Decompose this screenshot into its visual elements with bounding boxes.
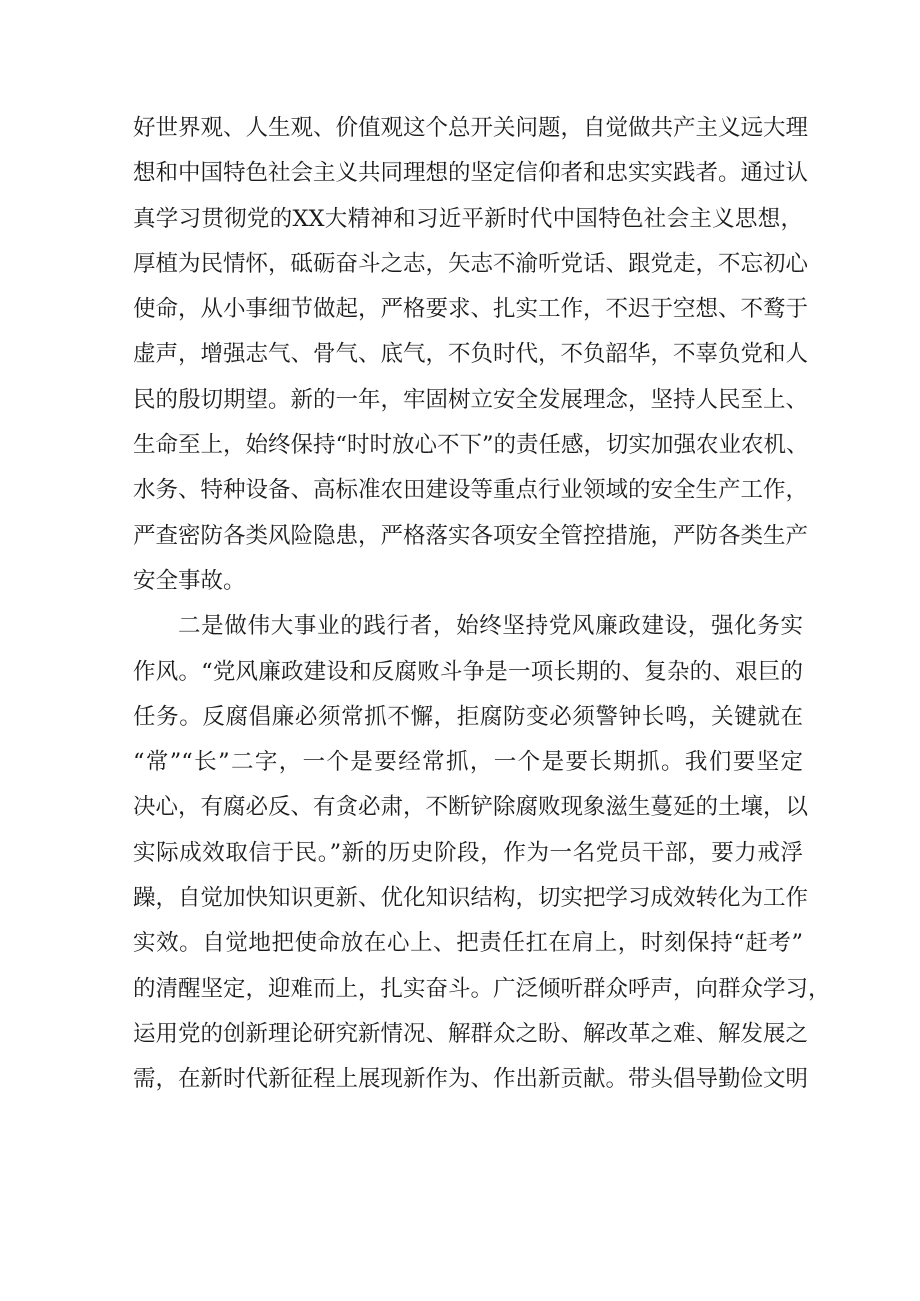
- text-line: 想和中国特色社会主义共同理想的坚定信仰者和忠实实践者。通过认: [133, 160, 809, 187]
- text-line: 水务、特种设备、高标准农田建设等重点行业领域的安全生产工作，: [133, 477, 809, 504]
- text-line: 作风。“党风廉政建设和反腐败斗争是一项长期的、复杂的、艰巨的: [133, 658, 803, 685]
- text-line: 二是做伟大事业的践行者，始终坚持党风廉政建设，强化务实: [178, 613, 803, 640]
- text-line: 实效。自觉地把使命放在心上、把责任扛在肩上，时刻保持“赶考”: [133, 930, 803, 957]
- text-line: 真学习贯彻党的XX大精神和习近平新时代中国特色社会主义思想，: [133, 205, 803, 232]
- text-line: 好世界观、人生观、价值观这个总开关问题，自觉做共产主义远大理: [133, 115, 809, 141]
- text-line: 民的殷切期望。新的一年，牢固树立安全发展理念，坚持人民至上、: [133, 386, 809, 413]
- text-line: 虚声，增强志气、骨气、底气，不负时代，不负韶华，不辜负党和人: [133, 341, 809, 368]
- paragraph: [133, 106, 809, 604]
- text-line: 躁，自觉加快知识更新、优化知识结构，切实把学习成效转化为工作: [133, 885, 809, 912]
- text-line: 的清醒坚定，迎难而上，扎实奋斗。广泛倾听群众呼声，向群众学习，: [133, 975, 831, 1002]
- text-line: 决心，有腐必反、有贪必肃，不断铲除腐败现象滋生蔓延的土壤，以: [133, 794, 809, 821]
- text-line: “常”“长”二字，一个是要经常抓，一个是要长期抓。我们要坚定: [133, 749, 803, 776]
- text-line: 使命，从小事细节做起，严格要求、扎实工作，不迟于空想、不鹜于: [133, 296, 809, 323]
- text-line: 严查密防各类风险隐患，严格落实各项安全管控措施，严防各类生产: [133, 522, 809, 549]
- text-line: 运用党的创新理论研究新情况、解群众之盼、解改革之难、解发展之: [133, 1020, 809, 1047]
- body-text: [133, 106, 831, 1103]
- paragraph: [133, 604, 831, 1102]
- text-line: 安全事故。: [133, 567, 246, 594]
- text-line: 生命至上，始终保持“时时放心不下”的责任感，切实加强农业农机、: [133, 432, 809, 459]
- text-line: 厚植为民情怀，砥砺奋斗之志，矢志不渝听党话、跟党走，不忘初心: [133, 250, 809, 277]
- text-line: 实际成效取信于民。”新的历史阶段，作为一名党员干部，要力戒浮: [133, 839, 803, 866]
- text-line: 需，在新时代新征程上展现新作为、作出新贡献。带头倡导勤俭文明: [133, 1066, 809, 1093]
- text-line: 任务。反腐倡廉必须常抓不懈，拒腐防变必须警钟长鸣，关键就在: [133, 703, 803, 730]
